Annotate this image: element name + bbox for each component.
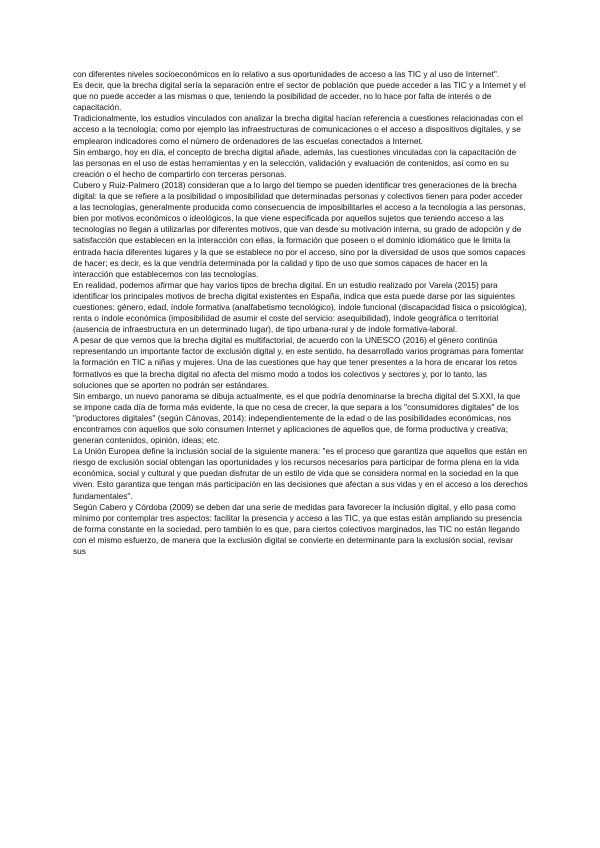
paragraph-5: Cubero y Ruiz-Palmero (2018) consideran que a lo largo del tiempo se pueden identificar tres generaciones de la brecha digital: la que se refiere a la posibilidad o imposibilidad que determinadas personas y colectivos tienen para poder acceder a las tecnologías, generalmente producida como consecuencia de imposibilitarles el acceso a la tecnología a las personas, bien por motivos económicos o ideológicos, la que viene especificada por aquellos sujetos que teniendo acceso a las tecnologías no llegan a utilizarlas por diferentes motivos, que van desde su motivación interna, su grado de adopción y de satisfacción que establecen en la interacción con ellas, la formación que poseen o el dominio idiomático que le limita la entrada hacia diferentes lugares y la que se establece no por el acceso, sino por la diversidad de usos que somos capaces de hacer; es decir, es la que vendría determinada por la calidad y tipo de uso que somos capaces de hacer en la interacción que establecemos con las tecnologías. — [73, 179, 526, 279]
document-body — [73, 69, 528, 557]
paragraph-8: Sin embargo, un nuevo panorama se dibuja actualmente, es el que podría denominarse la brecha digital del S.XXI, la que se impone cada día de forma más evidente, la que no cesa de crecer, la que separa a los "consumidores digitales" de los "productores digitales" (según Cánovas, 2014): independientemente de la edad o de las posibilidades económicas, nos encontramos con aquellos que solo consumen Internet y aplicaciones de aquellos que, de forma productiva y creativa; generan contenidos, opinión, ideas; etc. — [73, 390, 521, 446]
paragraph-6: En realidad, podemos afirmar que hay varios tipos de brecha digital. En un estudio realizado por Varela (2015) para identificar los principales motivos de brecha digital existentes en España, indica que esta puede darse por las siguientes cuestiones: género, edad, índole formativa (analfabetismo tecnológico), índole funcional (discapacidad física o psicológica), renta o índole económica (imposibilidad de asumir el coste del servicio: asequibilidad), índole geográfica o territorial (ausencia de infraestructura en un determinado lugar), de tipo urbana-rural y de índole formativa-laboral. — [73, 279, 527, 335]
paragraph-10: Según Cabero y Córdoba (2009) se deben dar una serie de medidas para favorecer la inclusión digital, y ello pasa como mínimo por contemplar tres aspectos: facilitar la presencia y acceso a las TIC, ya que estas están ampliando su presencia de forma constante en la sociedad, pero también lo es que, para ciertos colectivos marginados, las TIC no están llegando con el mismo esfuerzo, de manera que la exclusión digital se convierte en determinante para la exclusión social, revisar sus — [73, 501, 523, 557]
paragraph-3: Tradicionalmente, los estudios vinculados con analizar la brecha digital hacían referencia a cuestiones relacionadas con el acceso a la tecnología; como por ejemplo las infraestructuras de comunicaciones o el acceso a dispositivos digitales, y se emplearon indicadores como el número de ordenadores de las escuelas conectados a Internet. — [73, 113, 523, 146]
paragraph-9: La Unión Europea define la inclusión social de la siguiente manera: "es el proceso que garantiza que aquellos que están en riesgo de exclusión social obtengan las oportunidades y los recursos necesarios para participar de forma plena en la vida económica, social y cultural y que puedan disfrutar de un estilo de vida que se considera normal en la sociedad en la que viven. Esto garantiza que tengan más participación en las decisiones que afectan a sus vidas y en el acceso a los derechos fundamentales". — [73, 446, 528, 501]
paragraph-4: Sin embargo, hoy en día, el concepto de brecha digital añade, además, las cuestiones vinculadas con la capacitación de las personas en el uso de estas herramientas y en la selección, validación y evaluación de contenidos, así como en su creación o el hecho de compartirlo con terceras personas. — [73, 146, 517, 179]
paragraph-1: con diferentes niveles socioeconómicos en lo relativo a sus oportunidades de acceso a las TIC y al uso de Internet". — [73, 69, 500, 79]
paragraph-2: Es decir, que la brecha digital sería la separación entre el sector de población que puede acceder a las TIC y a Internet y el que no puede acceder a las mismas o que, teniendo la posibilidad de acceder, no lo hace por falta de interés o de capacitación. — [73, 80, 526, 113]
paragraph-7: A pesar de que vemos que la brecha digital es multifactorial, de acuerdo con la UNESCO (2016) el género continúa representando un importante factor de exclusión digital y, en este sentido, ha desarrollado varios programas para fomentar la formación en TIC a niñas y mujeres. Una de las cuestiones que hay que tener presentes a la hora de encarar los retos formativos es que la brecha digital no afecta del mismo modo a todos los colectivos y sectores y, por lo tanto, las soluciones que se aporten no podrán ser estándares. — [73, 335, 524, 390]
